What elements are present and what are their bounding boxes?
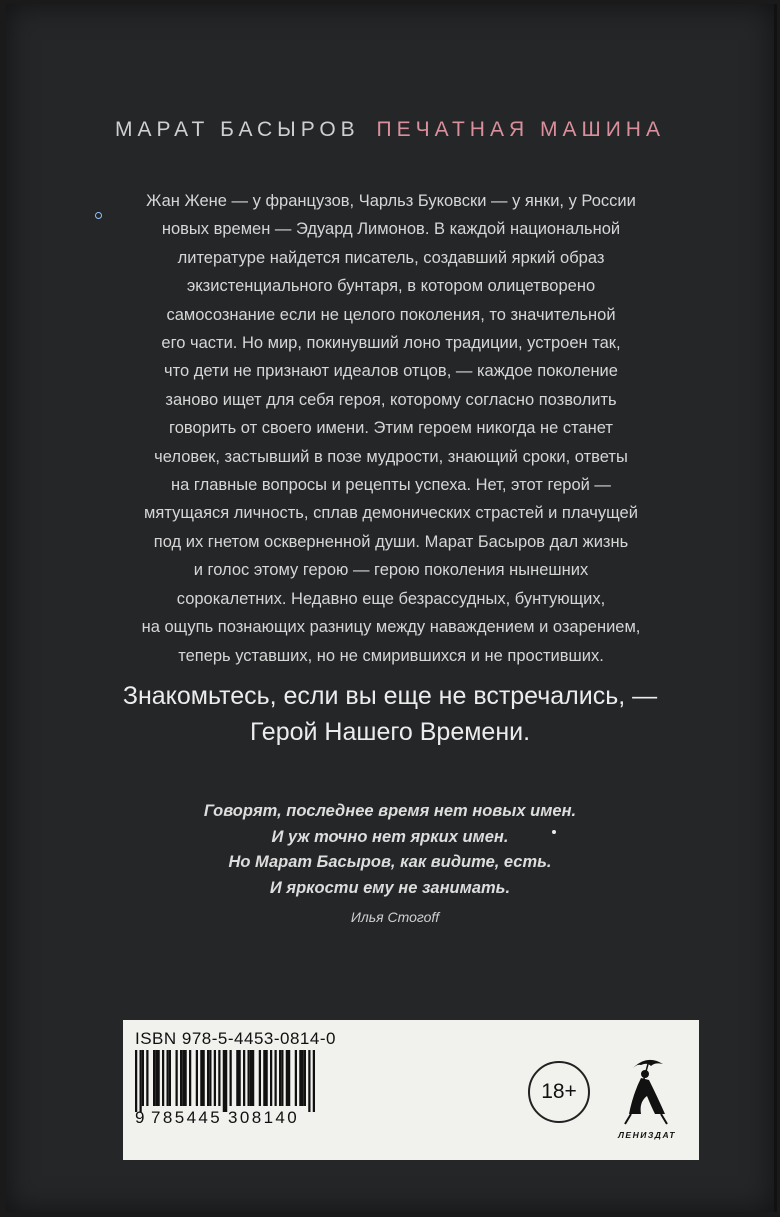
barcode-bar	[286, 1050, 288, 1106]
umbrella-figure-icon	[611, 1054, 683, 1130]
barcode-bar	[158, 1050, 160, 1106]
barcode-digits-right: 308140	[228, 1108, 300, 1127]
blurb-line: теперь уставших, но не смирившихся и не простивших.	[178, 646, 604, 665]
publisher-name: ЛЕНИЗДАТ	[618, 1130, 676, 1140]
headline-line: Знакомьтесь, если вы еще не встречались, —	[122, 682, 658, 710]
blurb-line: мятущаяся личность, сплав демонических страстей и плачущей	[144, 504, 638, 523]
quote-line: И яркости ему не занимать.	[269, 878, 511, 897]
blurb-line: самосознание если не целого поколения, то значительной	[166, 305, 616, 324]
isbn-text: ISBN 978-5-4453-0814-0	[135, 1029, 336, 1048]
barcode-bar	[209, 1050, 211, 1106]
blurb-line: его части. Но мир, покинувший лоно традиции, устроен так,	[161, 334, 621, 353]
barcode-bar	[304, 1050, 306, 1106]
blurb-line: на главные вопросы и рецепты успеха. Нет, этот герой —	[171, 476, 611, 495]
barcode-bar	[295, 1050, 297, 1106]
barcode-bar	[313, 1050, 315, 1112]
barcode-bar	[288, 1050, 290, 1106]
author-name: МАРАТ БАСЫРОВ	[115, 118, 360, 141]
barcode-bar	[140, 1050, 142, 1112]
barcode-bar	[218, 1050, 220, 1106]
barcode-bar	[185, 1050, 187, 1106]
barcode-bar	[299, 1050, 301, 1106]
blurb-line: экзистенциального бунтаря, в котором олицетворено	[186, 277, 596, 296]
barcode-bar	[236, 1050, 238, 1106]
isbn-sticker	[123, 1020, 699, 1160]
blurb-line: говорить от своего имени. Этим героем никогда не станет	[169, 419, 613, 438]
quote-line: Но Марат Басыров, как видите, есть.	[228, 853, 552, 871]
quote-line: И уж точно нет ярких имен.	[271, 827, 509, 846]
barcode-bar	[169, 1050, 171, 1106]
barcode-bar	[167, 1050, 169, 1106]
blurb-line: литературе найдется писатель, создавший яркий образ	[177, 248, 605, 267]
barcode-bar	[146, 1050, 148, 1106]
barcode-bar	[189, 1050, 191, 1106]
book-title: ПЕЧАТНАЯ МАШИНА	[376, 118, 665, 141]
age-rating-label: 18+	[541, 1080, 577, 1103]
blurb-line: новых времен — Эдуард Лимонов. В каждой национальной	[161, 220, 621, 239]
barcode-bar	[248, 1050, 250, 1106]
barcode-bar	[239, 1050, 241, 1106]
barcode-digits-left: 785445	[151, 1108, 223, 1127]
barcode-bar	[263, 1050, 265, 1106]
barcode-bar	[207, 1050, 209, 1106]
barcode-bar	[162, 1050, 164, 1106]
barcode-bar	[142, 1050, 144, 1106]
headline-text	[0, 678, 780, 750]
barcode-bar	[135, 1050, 137, 1112]
barcode-bar	[279, 1050, 281, 1106]
barcode-bar	[214, 1050, 216, 1106]
barcode-bar	[250, 1050, 252, 1106]
blurb-line: Жан Жене — у французов, Чарльз Буковски — у янки, у России	[146, 192, 636, 210]
barcode-bar	[153, 1050, 155, 1106]
barcode-bar	[225, 1050, 227, 1112]
blurb-line: сорокалетних. Недавно еще безрассудных, бунтующих,	[176, 589, 606, 608]
barcode-bar	[200, 1050, 202, 1106]
barcode-bar	[275, 1050, 277, 1106]
barcode-bar	[266, 1050, 268, 1106]
barcode-bar	[180, 1050, 182, 1106]
blurb-line: что дети не признают идеалов отцов, — каждое поколение	[164, 362, 618, 381]
blurb-line: заново ищет для себя героя, которому согласно позволить	[165, 390, 617, 409]
speck-mark	[552, 830, 556, 834]
barcode-digit-first: 9	[135, 1108, 147, 1127]
blurb-line: человек, застывший в позе мудрости, знающий сроки, ответы	[154, 447, 628, 466]
barcode-bar	[281, 1050, 283, 1106]
barcode-bar	[302, 1050, 304, 1106]
barcode-bar	[155, 1050, 157, 1106]
quote-author: Илья Стогоff	[350, 909, 440, 925]
barcode-bar	[182, 1050, 184, 1106]
blurb-line: и голос этому герою — герою поколения нынешних	[193, 561, 589, 580]
barcode-bar	[243, 1050, 245, 1106]
barcode-bar	[252, 1050, 254, 1106]
headline-line: Герой Нашего Времени.	[249, 718, 531, 746]
barcode-bar	[230, 1050, 232, 1106]
barcode-bar	[308, 1050, 310, 1112]
cover-header	[0, 118, 780, 142]
blurb-line: под их гнетом оскверненной души. Марат Басыров дал жизнь	[153, 532, 629, 551]
barcode-bar	[176, 1050, 178, 1106]
quote-text	[130, 799, 650, 901]
age-rating-badge	[528, 1061, 590, 1123]
barcode-bar	[203, 1050, 205, 1106]
barcode-bar	[259, 1050, 261, 1106]
barcode-bar	[270, 1050, 272, 1106]
blurb-line: на ощупь познающих разницу между наваждением и озарением,	[141, 618, 641, 637]
blurb-text	[90, 187, 692, 670]
quote-line: Говорят, последнее время нет новых имен.	[203, 802, 577, 820]
barcode-bar	[223, 1050, 225, 1112]
barcode-bar	[196, 1050, 198, 1106]
